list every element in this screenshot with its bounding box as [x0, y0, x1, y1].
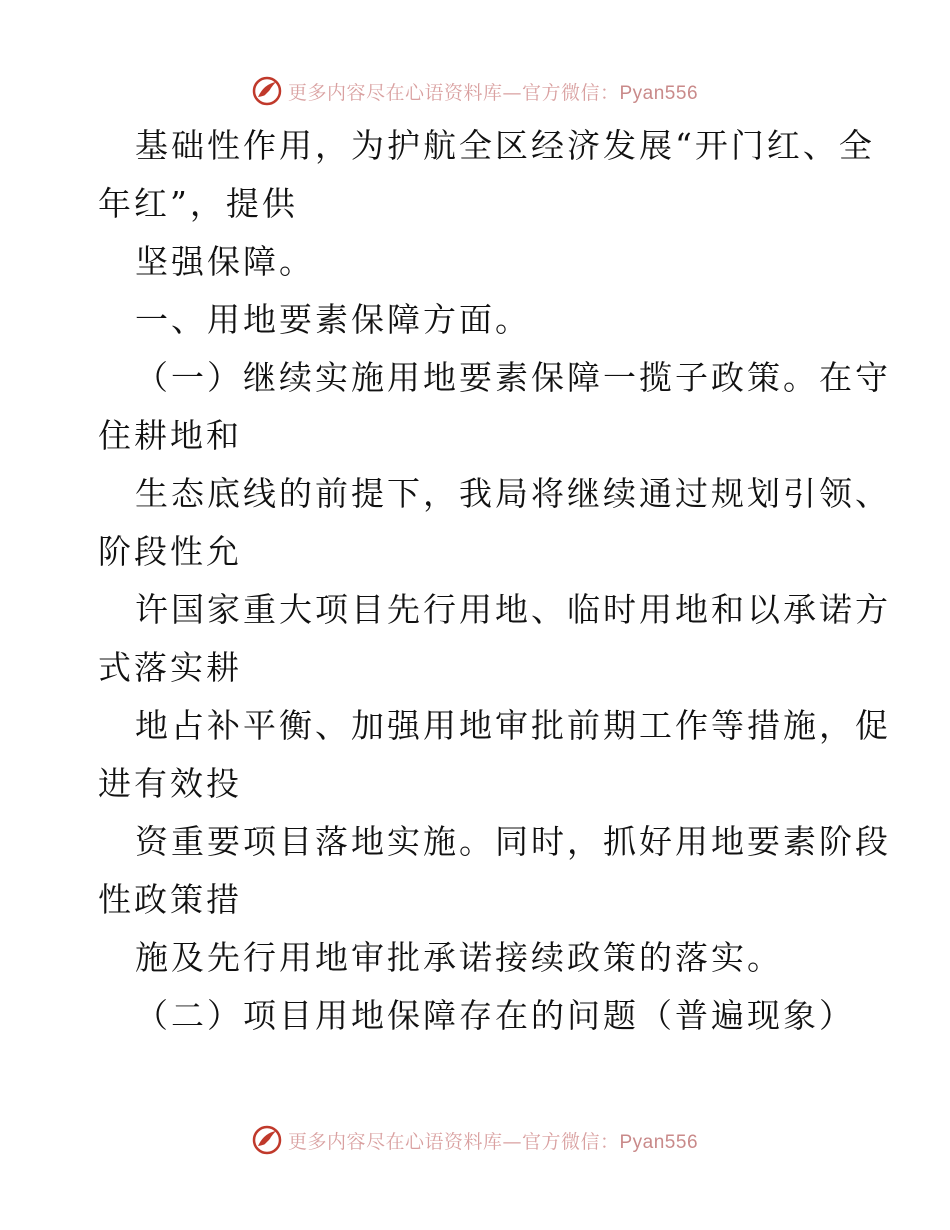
text-line: 基础性作用，为护航全区经济发展“开门红、全 [135, 126, 875, 165]
text-line: 资重要项目落地实施。同时，抓好用地要素阶段 [135, 822, 891, 861]
text-line: 年红”，提供 [98, 184, 298, 223]
text-line: 生态底线的前提下，我局将继续通过规划引领、 [135, 474, 891, 513]
text-line: 坚强保障。 [135, 242, 315, 281]
section-heading: 一、用地要素保障方面。 [135, 300, 531, 339]
text-line: 式落实耕 [98, 648, 242, 687]
pen-logo-icon [252, 76, 282, 106]
footer-watermark [0, 1120, 950, 1160]
watermark-text: 更多内容尽在心语资料库—官方微信：Pyan556 [287, 1130, 699, 1153]
text-line: 进有效投 [98, 764, 242, 803]
text-line: 性政策措 [98, 880, 242, 919]
watermark-text: 更多内容尽在心语资料库—官方微信：Pyan556 [287, 81, 699, 104]
header-watermark [0, 71, 950, 111]
subsection-heading: （一）继续实施用地要素保障一揽子政策。在守 [135, 358, 891, 397]
text-line: 施及先行用地审批承诺接续政策的落实。 [135, 938, 783, 977]
text-line: 许国家重大项目先行用地、临时用地和以承诺方 [135, 590, 891, 629]
pen-logo-icon [252, 1125, 282, 1155]
text-line: 地占补平衡、加强用地审批前期工作等措施，促 [135, 706, 891, 745]
subsection-heading: （二）项目用地保障存在的问题（普遍现象） [135, 996, 855, 1035]
document-body [98, 117, 891, 1045]
text-line: 阶段性允 [98, 532, 242, 571]
text-line: 住耕地和 [98, 416, 242, 455]
